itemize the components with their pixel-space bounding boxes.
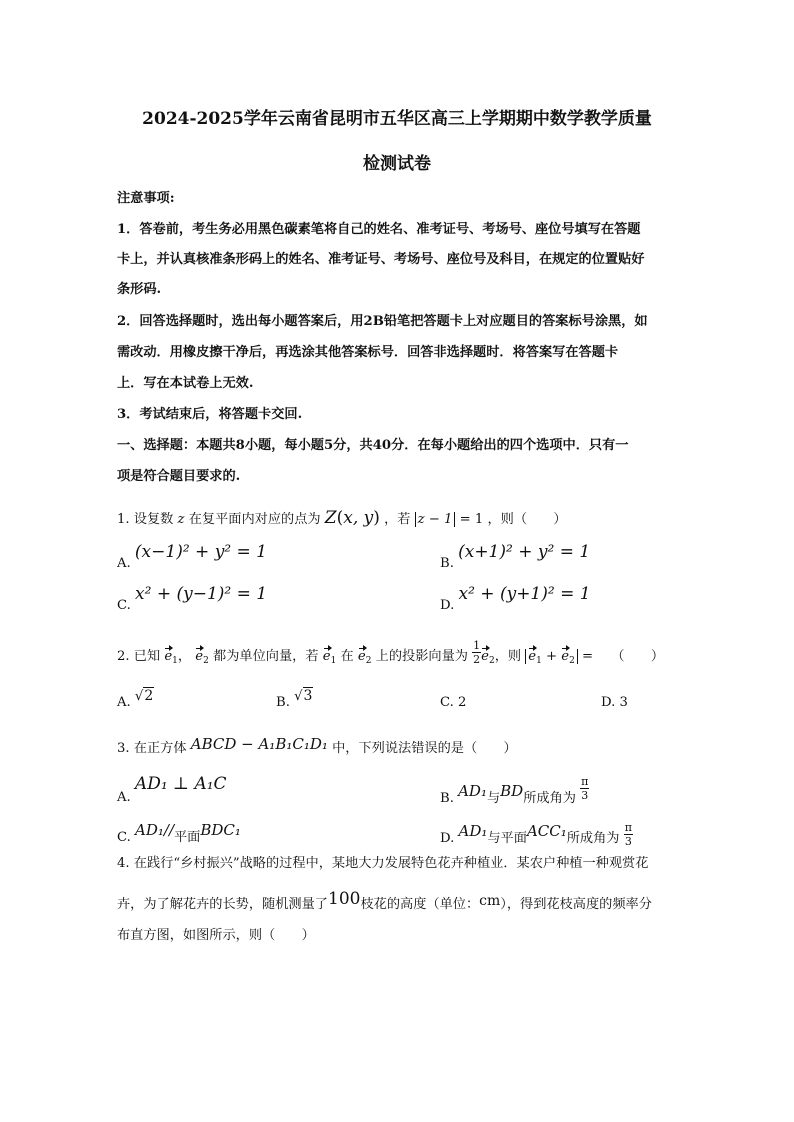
q3-cube: ABCD − A₁B₁C₁D₁ <box>190 735 328 753</box>
q2-option-b-expr: √3 <box>294 688 313 704</box>
question-4-line-3: 布直方图，如图所示，则（ ） <box>117 928 315 943</box>
q3-option-a-label: A. <box>117 790 131 805</box>
q1-option-c-label: C. <box>117 598 131 613</box>
question-2-stem <box>117 639 665 669</box>
q4-unit: cm <box>479 893 501 909</box>
q1-option-d <box>440 584 591 614</box>
q2-half-fraction: $\frac{1}{2}$ <box>473 639 481 666</box>
q3-option-d-text-1: 与平面 <box>487 831 527 846</box>
q2-option-c: C. 2 <box>440 695 467 710</box>
q2-vec-e2-a: $e_2$ <box>195 649 209 666</box>
q2-option-a <box>117 688 154 710</box>
q3-option-b-fraction: $\frac{\pi}{3}$ <box>581 775 589 802</box>
q1-stem-a: 1. 设复数 <box>117 512 174 527</box>
q1-stem-d: ，则（ ） <box>487 512 567 527</box>
q2-vec-e1-a: $e_1$ <box>164 649 178 666</box>
q2-stem-d: ，则 <box>494 649 522 664</box>
q1-point: Z(x, y) <box>324 508 380 528</box>
q3-option-a <box>117 774 227 806</box>
notice-item-3: 3．考试结束后，将答题卡交回. <box>117 407 303 422</box>
q2-stem-c: 上的投影向量为 <box>375 649 468 664</box>
q1-option-a-label: A. <box>117 556 131 571</box>
q3-option-c <box>117 821 241 845</box>
q1-condition: z − 1 = 1 <box>415 512 484 527</box>
q2-paren: （ ） <box>611 649 665 664</box>
page-title: 2024-2025学年云南省昆明市五华区高三上学期期中数学教学质量 <box>142 109 652 129</box>
question-1-stem <box>117 508 567 528</box>
q3-option-d-expr-1: AD₁ <box>458 822 488 840</box>
notice-item-2-line-2: 需改动．用橡皮擦干净后，再选涂其他答案标号．回答非选择题时．将答案写在答题卡 <box>117 345 619 360</box>
q3-stem-b: 中，下列说法错误的是（ ） <box>332 741 517 756</box>
question-3-stem <box>117 737 517 756</box>
q3-stem-a: 3. 在正方体 <box>117 741 187 756</box>
q3-option-c-expr-1: AD₁// <box>135 821 174 839</box>
q1-option-c-expr: x² + (y−1)² = 1 <box>135 584 268 604</box>
question-4-line-1: 4. 在践行“乡村振兴”战略的过程中，某地大力发展特色花卉种植业．某农户种植一种观赏花 <box>117 856 649 871</box>
q1-option-a <box>117 542 267 572</box>
notice-heading: 注意事项: <box>117 191 175 206</box>
q1-option-b-expr: (x+1)² + y² = 1 <box>458 542 591 562</box>
notice-item-2-line-3: 上．写在本试卷上无效. <box>117 376 254 391</box>
q1-option-c <box>117 584 268 614</box>
q1-option-a-expr: (x−1)² + y² = 1 <box>134 542 267 562</box>
q3-option-d-label: D. <box>440 831 455 846</box>
q2-option-b <box>276 688 313 710</box>
q1-option-d-label: D. <box>440 598 455 613</box>
q1-stem-b: 在复平面内对应的点为 <box>188 512 321 527</box>
q3-option-b-expr-2: BD <box>500 782 524 800</box>
q2-option-a-expr: √2 <box>134 688 154 704</box>
q3-option-b-label: B. <box>440 791 454 806</box>
q3-option-a-expr: AD₁ ⊥ A₁C <box>134 774 227 794</box>
q2-projection-vec: $e_2$ <box>481 649 495 666</box>
notice-item-1-line-2: 卡上，并认真核准条形码上的姓名、准考证号、考场号、座位号及科目，在规定的位置贴好 <box>117 252 645 267</box>
page-title-line2: 检测试卷 <box>363 154 431 174</box>
q3-option-c-expr-2: BDC₁ <box>200 821 241 839</box>
section-1-heading-line-2: 项是符合题目要求的. <box>117 469 241 484</box>
q2-in: 在 <box>340 649 354 664</box>
q2-vec-e1-b: $e_1$ <box>322 649 337 666</box>
notice-item-2-line-1: 2．回答选择题时，选出每小题答案后，用2B铅笔把答题卡上对应题目的答案标号涂黑，如 <box>117 314 648 329</box>
q1-option-b-label: B. <box>440 556 454 571</box>
q4-line-2-b: 枝花的高度（单位： <box>360 897 480 912</box>
q2-stem-b: 都为单位向量，若 <box>213 649 319 664</box>
q4-line-2-a: 卉，为了解花卉的长势，随机测量了 <box>117 897 328 912</box>
q3-option-b-text-1: 与 <box>486 791 501 806</box>
q3-option-d-fraction: $\frac{\pi}{3}$ <box>624 821 632 848</box>
q1-option-b <box>440 542 591 572</box>
q2-stem-a: 2. 已知 <box>117 649 161 664</box>
q3-option-d-expr-2: ACC₁ <box>526 822 567 840</box>
q4-sample-size: 100 <box>328 889 361 909</box>
q3-option-c-text: 平面 <box>174 830 201 845</box>
q1-var-z: z <box>177 512 185 527</box>
q1-option-d-expr: x² + (y+1)² = 1 <box>458 584 591 604</box>
q4-line-2-c: ），得到花枝高度的频率分 <box>500 897 652 912</box>
q3-option-b-text-2: 所成角为 <box>523 791 576 806</box>
q2-option-a-label: A. <box>117 695 131 710</box>
q2-option-d: D. 3 <box>601 695 628 710</box>
q1-stem-c: ，若 <box>384 512 411 527</box>
notice-item-1-line-1: 1．答卷前，考生务必用黑色碳素笔将自己的姓名、准考证号、考场号、座位号填写在答题 <box>117 222 641 237</box>
q3-option-c-label: C. <box>117 830 131 845</box>
q3-option-b <box>440 775 589 811</box>
question-4-line-2 <box>117 889 652 913</box>
q2-sum-magnitude: $e_1 + e_2$ <box>525 649 578 664</box>
q2-equals: = <box>582 649 594 664</box>
q2-sep: ， <box>177 649 192 664</box>
section-1-heading-line-1: 一、选择题：本题共8小题，每小题5分，共40分．在每小题给出的四个选项中．只有一 <box>117 438 629 453</box>
q2-vec-e2-b: $e_2$ <box>357 649 372 666</box>
notice-item-1-line-3: 条形码. <box>117 282 162 297</box>
q3-option-b-expr-1: AD₁ <box>458 782 487 800</box>
q3-option-d <box>440 821 633 851</box>
q3-option-d-text-2: 所成角为 <box>566 831 620 846</box>
q2-option-b-label: B. <box>276 695 290 710</box>
